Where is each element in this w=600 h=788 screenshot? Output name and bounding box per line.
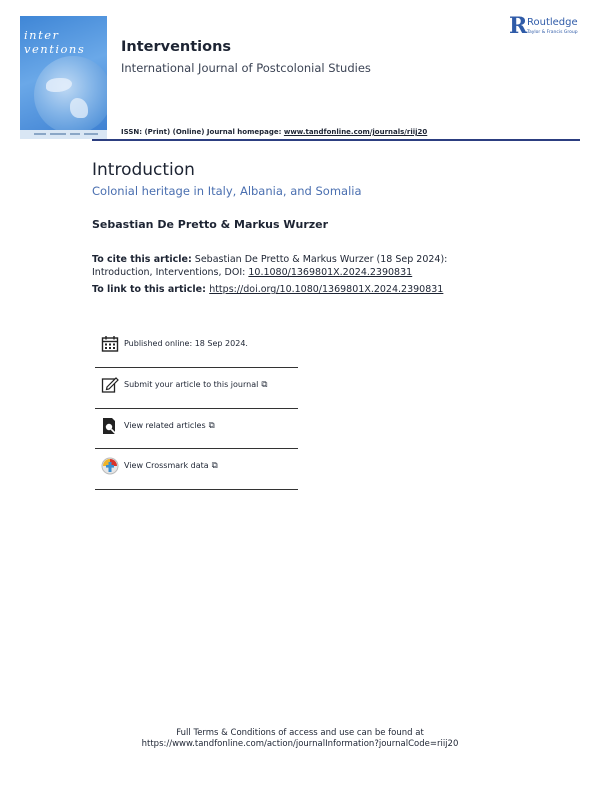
publisher-tagline: Taylor & Francis Group bbox=[527, 30, 578, 35]
article-title: Introduction bbox=[92, 160, 195, 180]
routledge-r-icon: R bbox=[509, 13, 528, 39]
calendar-icon bbox=[101, 335, 119, 353]
submit-article-row[interactable] bbox=[95, 367, 298, 408]
external-link-icon: ⧉ bbox=[208, 421, 215, 431]
article-url-link[interactable]: https://doi.org/10.1080/1369801X.2024.2390831 bbox=[209, 284, 444, 295]
journal-title: Interventions bbox=[121, 39, 232, 55]
edit-icon bbox=[101, 376, 119, 394]
cover-title-line2: ventions bbox=[24, 42, 86, 56]
issn-line: ISSN: (Print) (Online) Journal homepage: www.tandfonline.com/journals/riij20 bbox=[121, 128, 428, 136]
article-subtitle: Colonial heritage in Italy, Albania, and Somalia bbox=[92, 184, 362, 198]
cover-strip bbox=[20, 130, 107, 139]
publisher-name: Routledge bbox=[527, 17, 578, 28]
article-authors: Sebastian De Pretto & Markus Wurzer bbox=[92, 218, 329, 231]
journal-homepage-link[interactable]: www.tandfonline.com/journals/riij20 bbox=[283, 128, 428, 136]
globe-image bbox=[34, 56, 107, 134]
related-articles-link[interactable]: View related articles bbox=[124, 421, 206, 430]
cover-title-line1: inter bbox=[24, 28, 60, 42]
footer-terms: Full Terms & Conditions of access and use can be found at bbox=[176, 728, 424, 738]
related-articles-icon bbox=[101, 417, 119, 435]
journal-cover bbox=[20, 16, 107, 139]
submit-article-link[interactable]: Submit your article to this journal bbox=[124, 380, 259, 389]
footer-terms-url[interactable]: https://www.tandfonline.com/action/journalInformation?journalCode=riij20 bbox=[141, 739, 459, 749]
related-articles-row[interactable] bbox=[95, 408, 298, 449]
published-row bbox=[95, 327, 298, 367]
crossmark-icon bbox=[101, 457, 119, 475]
external-link-icon: ⧉ bbox=[261, 380, 268, 390]
article-link: To link to this article: https://doi.org/10.1080/1369801X.2024.2390831 bbox=[92, 284, 444, 295]
doi-link[interactable]: 10.1080/1369801X.2024.2390831 bbox=[248, 267, 413, 278]
published-date: Published online: 18 Sep 2024. bbox=[124, 339, 248, 348]
header-divider bbox=[92, 139, 580, 141]
citation: To cite this article: Sebastian De Pretto & Markus Wurzer (18 Sep 2024): Introduction, Interventions, DOI: 10.1080/1369801X.2024.2390831 bbox=[92, 254, 448, 278]
external-link-icon: ⧉ bbox=[211, 461, 218, 471]
crossmark-row[interactable] bbox=[95, 448, 298, 490]
journal-subtitle: International Journal of Postcolonial Studies bbox=[121, 61, 371, 75]
routledge-logo bbox=[509, 15, 594, 41]
crossmark-link[interactable]: View Crossmark data bbox=[124, 461, 209, 470]
